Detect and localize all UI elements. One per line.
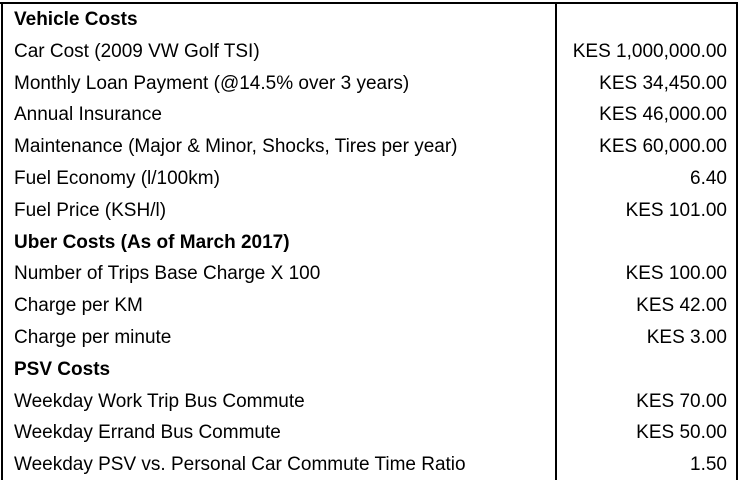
row-value: KES 34,450.00 (599, 72, 727, 94)
table-row (0, 386, 740, 418)
row-value: 6.40 (690, 167, 727, 189)
row-label: Uber Costs (As of March 2017) (14, 231, 290, 253)
row-label: Monthly Loan Payment (@14.5% over 3 years) (14, 72, 410, 94)
row-value: KES 60,000.00 (599, 136, 727, 158)
table-row (0, 322, 740, 354)
table-row (0, 36, 740, 68)
row-label: Annual Insurance (14, 104, 162, 126)
table-row-section-psv-costs (0, 354, 740, 386)
row-value: 1.50 (690, 454, 727, 476)
table-row-section-uber-costs (0, 227, 740, 259)
table-row (0, 163, 740, 195)
row-label: Weekday PSV vs. Personal Car Commute Time Ratio (14, 454, 466, 476)
row-value: KES 101.00 (625, 199, 727, 221)
row-label: Fuel Economy (l/100km) (14, 167, 220, 189)
row-value: KES 3.00 (646, 326, 727, 348)
row-value: KES 50.00 (636, 422, 727, 444)
row-value: KES 100.00 (625, 263, 727, 285)
row-label: Charge per minute (14, 326, 172, 348)
table-row (0, 131, 740, 163)
row-label: Vehicle Costs (14, 9, 138, 30)
table-row-section-vehicle-costs (0, 4, 740, 36)
table-row (0, 99, 740, 131)
row-value: KES 46,000.00 (599, 104, 727, 126)
row-label: Weekday Errand Bus Commute (14, 422, 281, 444)
row-label: Number of Trips Base Charge X 100 (14, 263, 321, 285)
row-label: Maintenance (Major & Minor, Shocks, Tires per year) (14, 136, 458, 158)
row-label: PSV Costs (14, 358, 111, 380)
table-row (0, 417, 740, 449)
table-row (0, 258, 740, 290)
row-value: KES 70.00 (636, 390, 727, 412)
table-row (0, 290, 740, 322)
row-label: Charge per KM (14, 295, 143, 317)
row-value: KES 1,000,000.00 (572, 40, 727, 62)
row-label: Weekday Work Trip Bus Commute (14, 390, 305, 412)
table-row (0, 449, 740, 480)
row-value: KES 42.00 (636, 295, 727, 317)
row-label: Fuel Price (KSH/l) (14, 199, 167, 221)
table-row (0, 68, 740, 100)
table-body (0, 4, 740, 480)
table-row (0, 195, 740, 227)
row-label: Car Cost (2009 VW Golf TSI) (14, 40, 260, 62)
